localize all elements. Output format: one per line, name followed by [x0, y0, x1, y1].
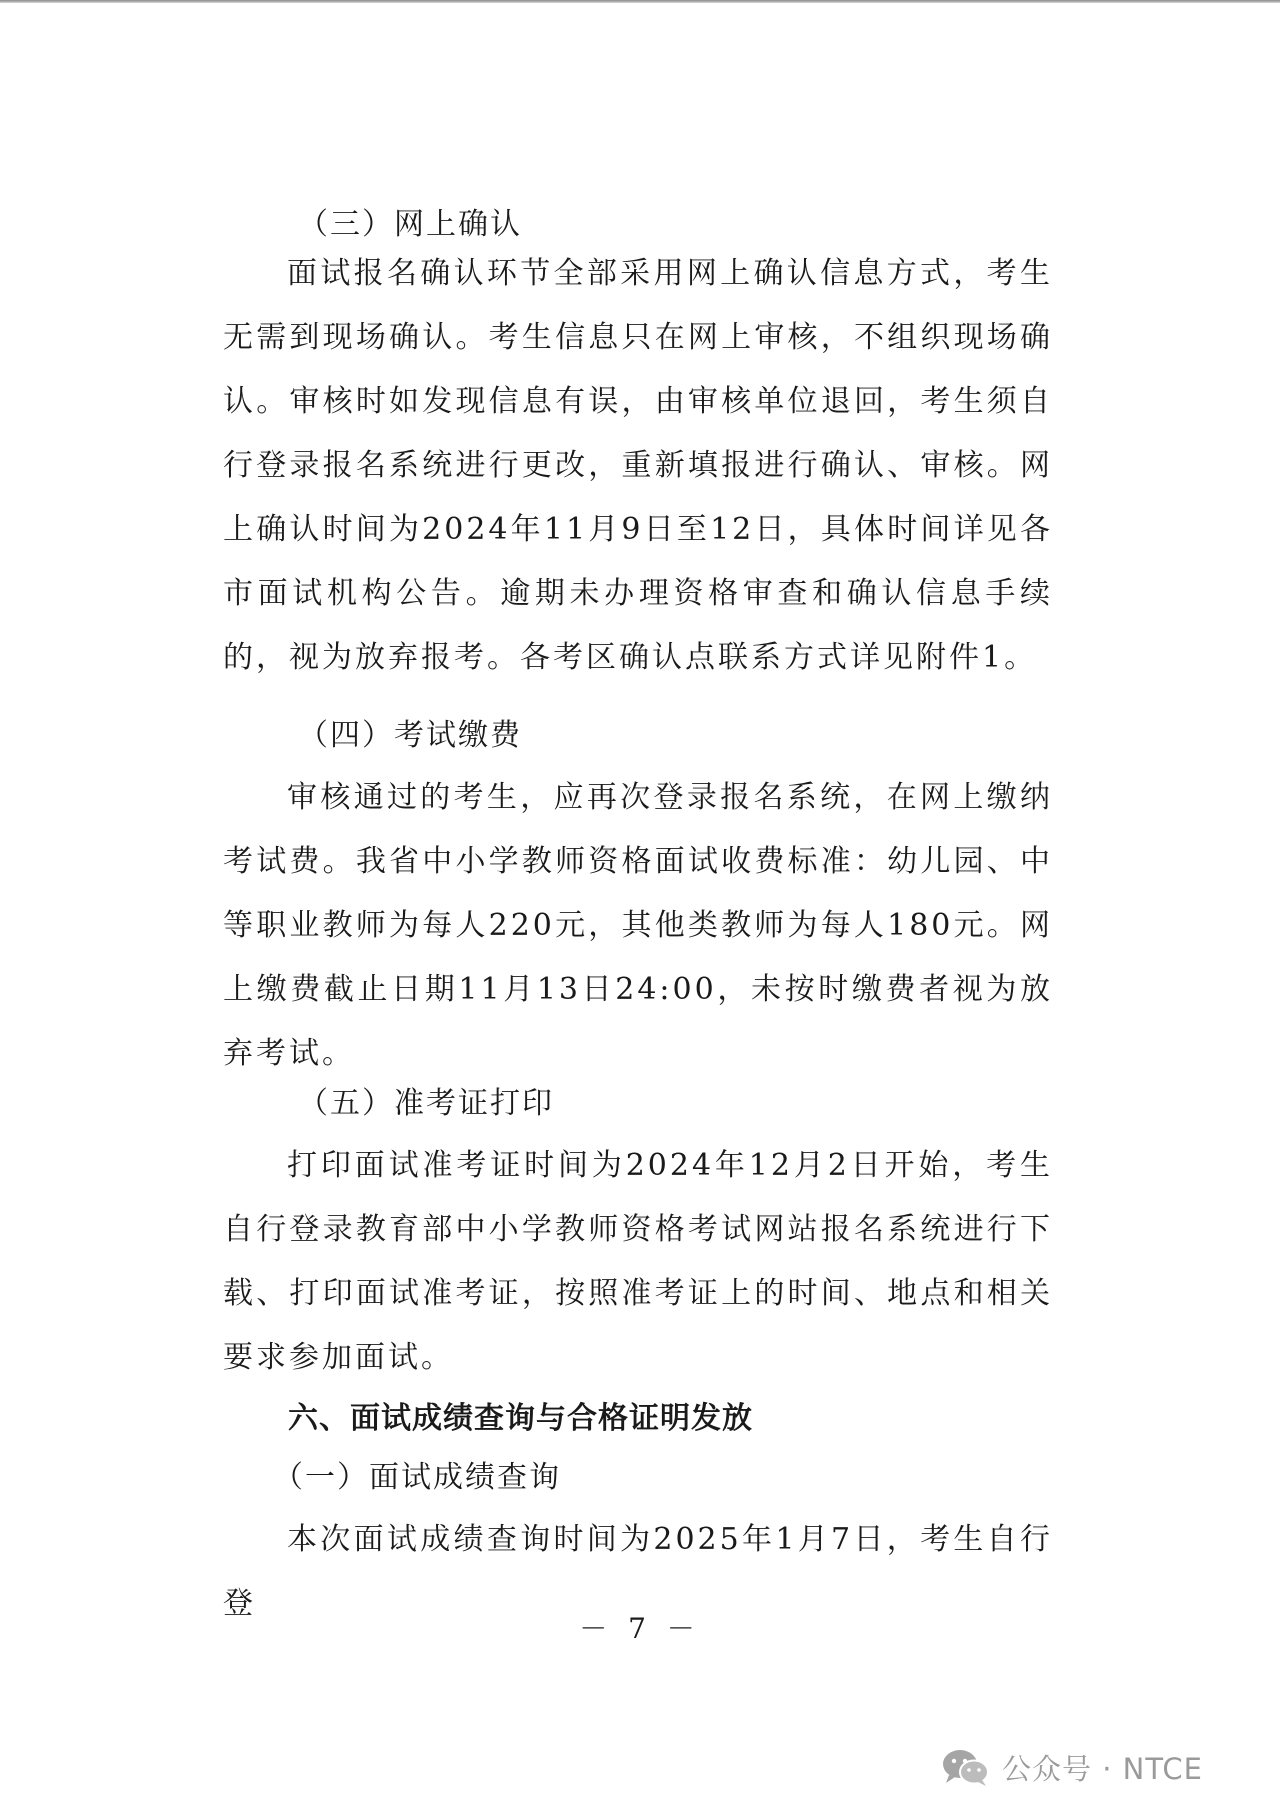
- section-heading-online-confirmation: （三）网上确认: [298, 207, 522, 242]
- paragraph-admission-ticket: 打印面试准考证时间为2024年12月2日开始，考生自行登录教育部中小学教师资格考试网站报名系统进行下载、打印面试准考证，按照准考证上的时间、地点和相关要求参加面试。: [223, 1148, 1053, 1375]
- watermark-text: 公众号 · NTCE: [1002, 1751, 1203, 1786]
- paragraph-online-confirmation: 面试报名确认环节全部采用网上确认信息方式，考生无需到现场确认。考生信息只在网上审核，不组织现场确认。审核时如发现信息有误，由审核单位退回，考生须自行登录报名系统进行更改，重新填报进行确认、审核。网上确认时间为2024年11月9日至12日，具体时间详见各市面试机构公告。逾期未办理资格审查和确认信息手续的，视为放弃报考。各考区确认点联系方式详见附件1。: [223, 256, 1053, 675]
- section-heading-exam-fee: （四）考试缴费: [298, 718, 522, 753]
- paragraph-exam-fee: 审核通过的考生，应再次登录报名系统，在网上缴纳考试费。我省中小学教师资格面试收费标准：幼儿园、中等职业教师为每人220元，其他类教师为每人180元。网上缴费截止日期11月13日24:00，未按时缴费者视为放弃考试。: [223, 780, 1053, 1071]
- watermark: [940, 1742, 1203, 1792]
- wechat-icon: [940, 1747, 992, 1787]
- page-number: － 7 －: [579, 1612, 701, 1645]
- chapter-heading-results: 六、面试成绩查询与合格证明发放: [288, 1401, 753, 1436]
- paragraph-score-query: 本次面试成绩查询时间为2025年1月7日，考生自行登: [223, 1522, 1053, 1621]
- section-heading-admission-ticket: （五）准考证打印: [298, 1086, 554, 1121]
- sub-heading-score-query: （一）面试成绩查询: [273, 1460, 561, 1495]
